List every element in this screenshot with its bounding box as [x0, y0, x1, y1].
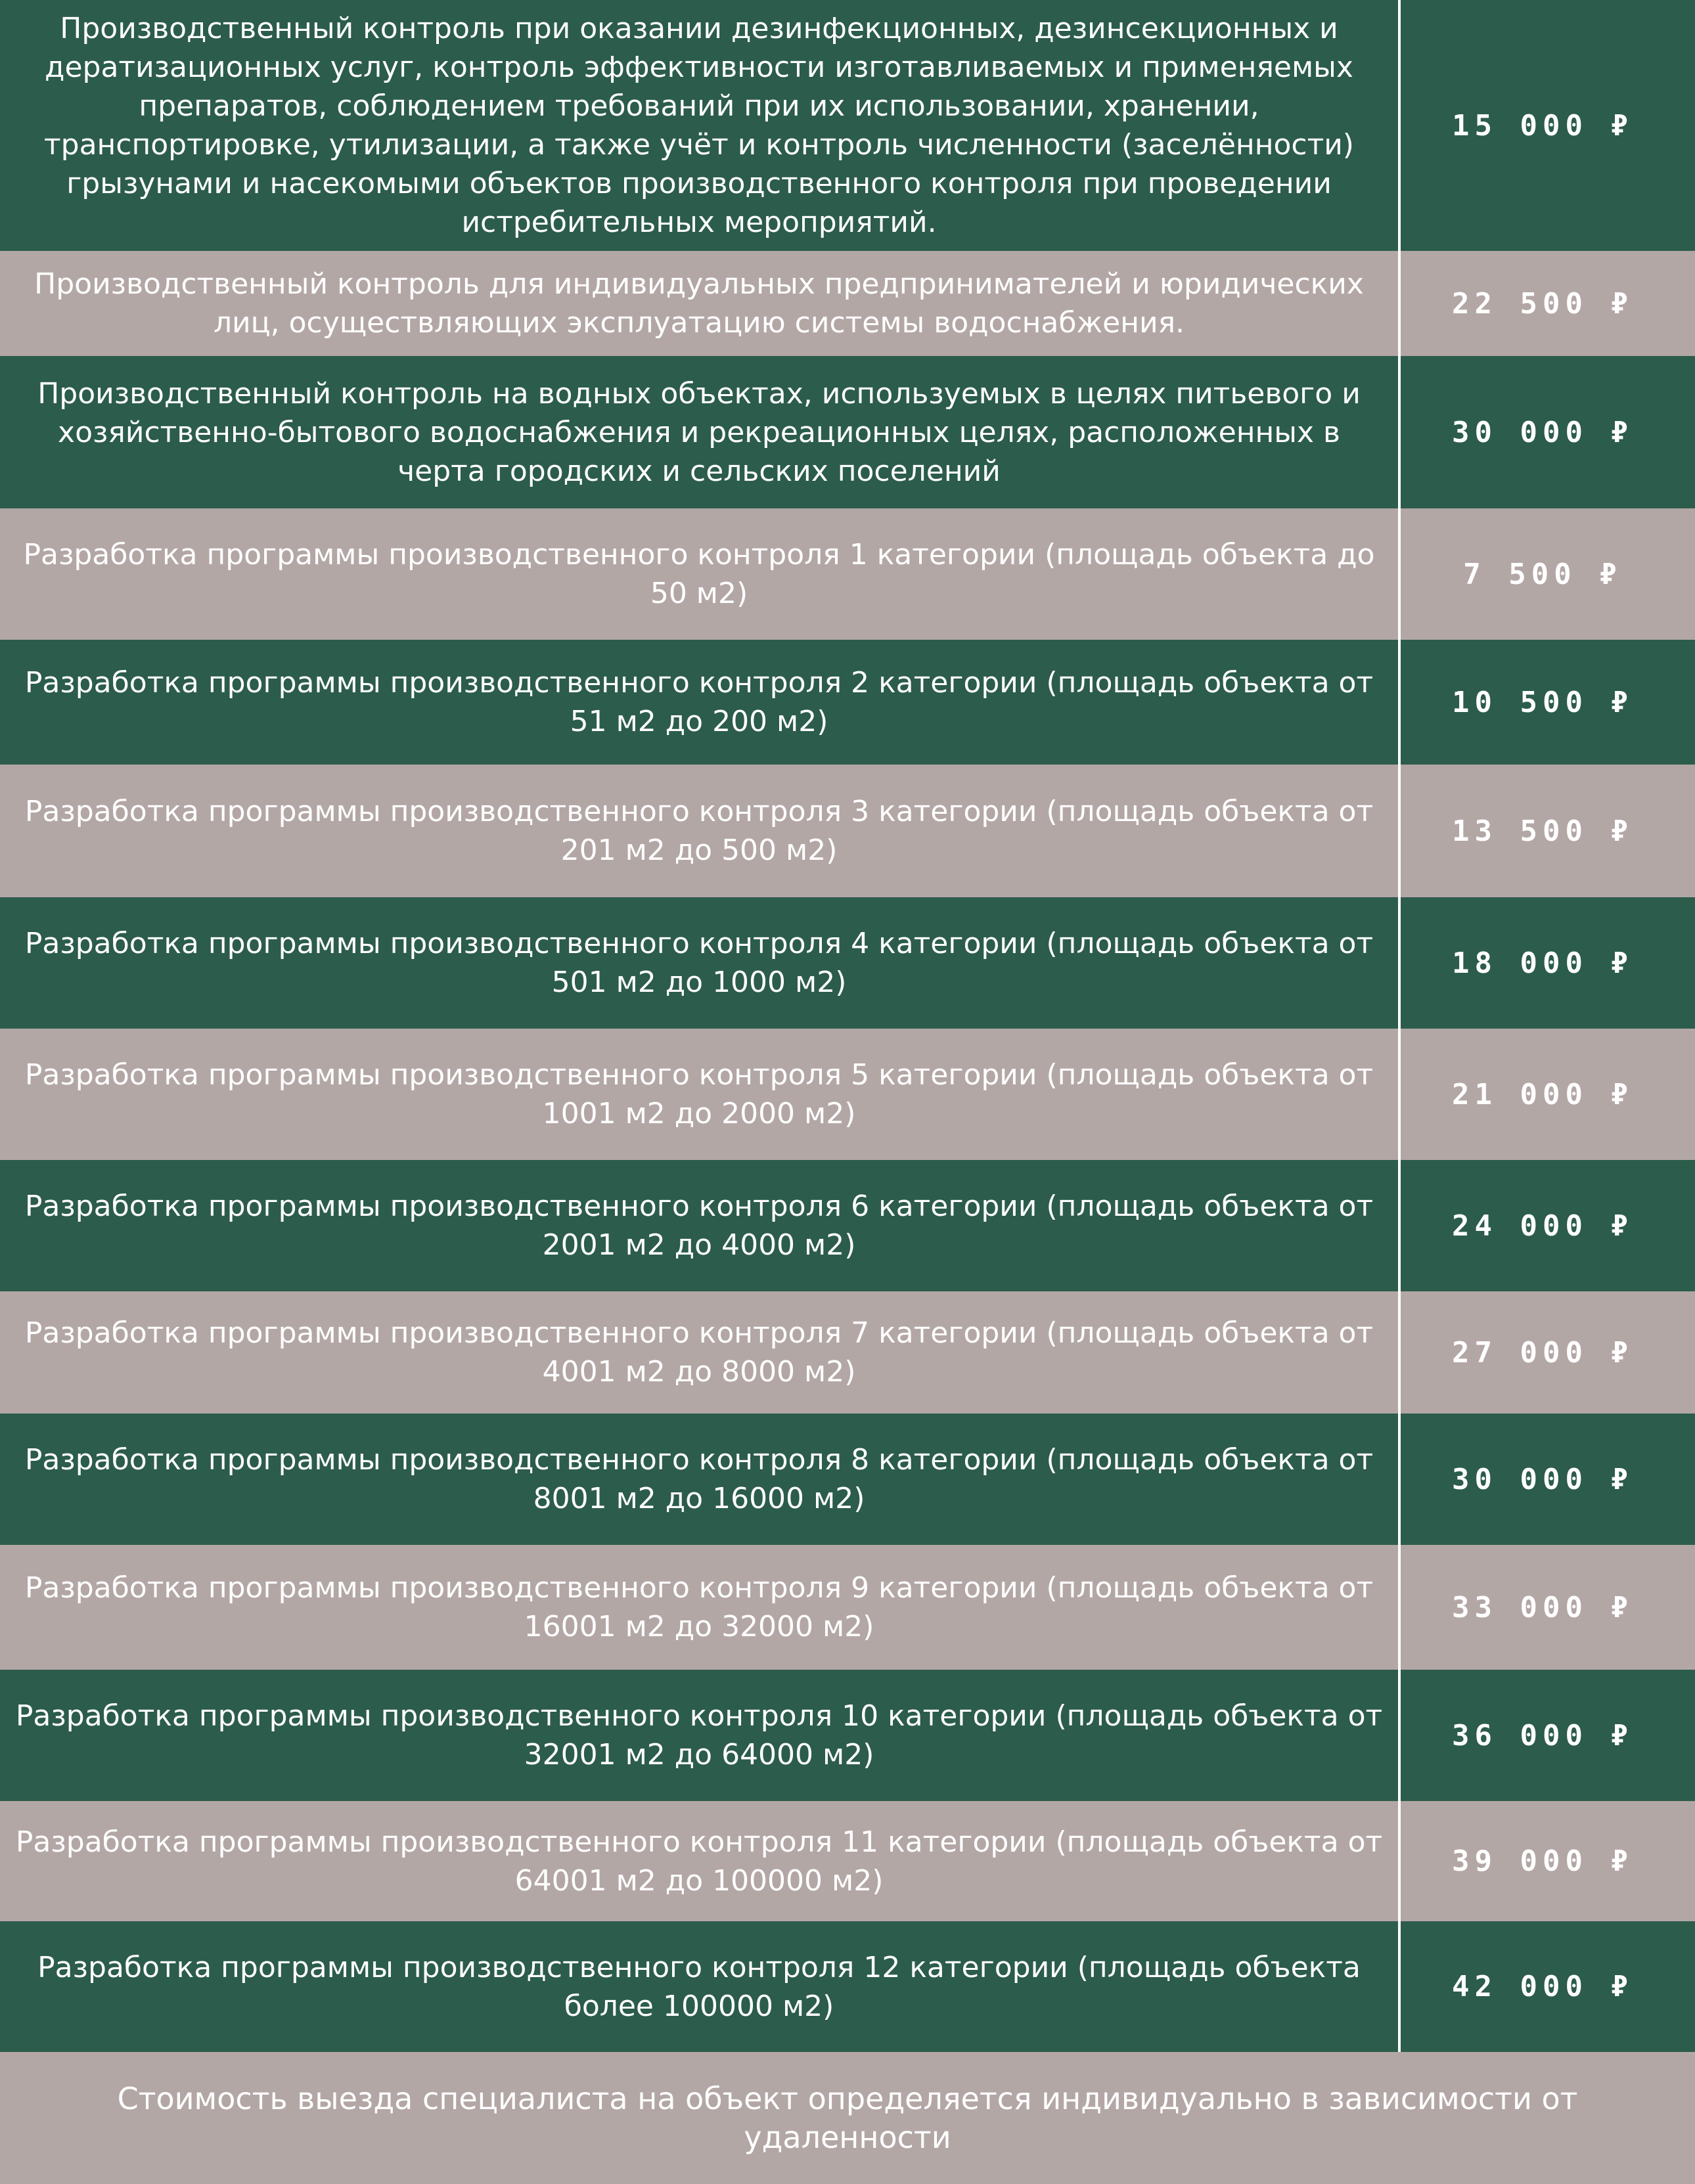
service-price: 36 000 ₽: [1452, 1718, 1633, 1752]
table-row: [0, 765, 1695, 897]
service-price: 15 000 ₽: [1452, 108, 1633, 143]
service-price: 18 000 ₽: [1452, 946, 1633, 980]
service-description: Разработка программы производственного контроля 4 категории (площадь объекта от 501 м2 до 1000 м2): [24, 927, 1374, 999]
table-row: [0, 0, 1695, 251]
service-description: Разработка программы производственного контроля 11 категории (площадь объекта от 64001 м2 до 100000 м2): [15, 1825, 1383, 1898]
service-description: Разработка программы производственного контроля 9 категории (площадь объекта от 16001 м2 до 32000 м2): [24, 1571, 1374, 1643]
service-price: 42 000 ₽: [1452, 1970, 1633, 2003]
service-description: Разработка программы производственного контроля 12 категории (площадь объекта более 100000 м2): [37, 1950, 1361, 2023]
service-description: Производственный контроль для индивидуальных предпринимателей и юридических лиц, осуществляющих эксплуатацию системы водоснабжения.: [34, 267, 1364, 340]
service-description: Разработка программы производственного контроля 1 категории (площадь объекта до 50 м2): [23, 538, 1375, 610]
service-price: 7 500 ₽: [1463, 557, 1622, 591]
table-row: [0, 508, 1695, 640]
service-price: 30 000 ₽: [1452, 415, 1633, 449]
service-price: 27 000 ₽: [1452, 1335, 1633, 1370]
table-row: [0, 1160, 1695, 1291]
service-description: Производственный контроль при оказании дезинфекционных, дезинсекционных и дератизационных услуг, контроль эффективности изготавливаемых и применяемых препаратов, соблюдением требований при их использовании, хранении, транспортировке, утилизации, а также учёт и контроль численности (заселённости) грызунами и насекомыми объектов производственного контроля при проведении истребительных мероприятий.: [44, 12, 1354, 239]
travel-cost-note: Стоимость выезда специалиста на объект определяется индивидуально в зависимости от удаленности: [0, 2052, 1695, 2184]
service-price: 33 000 ₽: [1452, 1590, 1633, 1624]
service-description: Разработка программы производственного контроля 3 категории (площадь объекта от 201 м2 до 500 м2): [24, 795, 1374, 867]
table-row: [0, 897, 1695, 1029]
table-row: [0, 356, 1695, 508]
service-price: 39 000 ₽: [1452, 1844, 1633, 1878]
table-row: [0, 1801, 1695, 1921]
service-description: Производственный контроль на водных объектах, используемых в целях питьевого и хозяйственно-бытового водоснабжения и рекреационных целях, расположенных в черта городских и сельских поселений: [37, 376, 1361, 488]
service-description: Разработка программы производственного контроля 2 категории (площадь объекта от 51 м2 до 200 м2): [24, 666, 1374, 738]
service-price: 24 000 ₽: [1452, 1209, 1633, 1243]
service-description: Разработка программы производственного контроля 5 категории (площадь объекта от 1001 м2 до 2000 м2): [24, 1058, 1374, 1130]
table-row: [0, 1291, 1695, 1414]
service-description: Разработка программы производственного контроля 8 категории (площадь объекта от 8001 м2 до 16000 м2): [24, 1443, 1374, 1515]
table-row: [0, 1921, 1695, 2052]
table-row: [0, 1414, 1695, 1545]
table-row: [0, 1545, 1695, 1670]
table-row: [0, 1670, 1695, 1801]
table-row: [0, 251, 1695, 356]
service-price: 30 000 ₽: [1452, 1462, 1633, 1496]
service-price: 21 000 ₽: [1452, 1077, 1633, 1111]
service-price: 22 500 ₽: [1452, 286, 1633, 321]
service-price: 10 500 ₽: [1452, 685, 1633, 719]
table-row: [0, 640, 1695, 765]
service-price: 13 500 ₽: [1452, 814, 1633, 848]
service-description: Разработка программы производственного контроля 10 категории (площадь объекта от 32001 м2 до 64000 м2): [15, 1699, 1383, 1772]
table-row: [0, 1029, 1695, 1160]
service-description: Разработка программы производственного контроля 6 категории (площадь объекта от 2001 м2 до 4000 м2): [24, 1190, 1374, 1262]
service-description: Разработка программы производственного контроля 7 категории (площадь объекта от 4001 м2 до 8000 м2): [24, 1316, 1374, 1389]
